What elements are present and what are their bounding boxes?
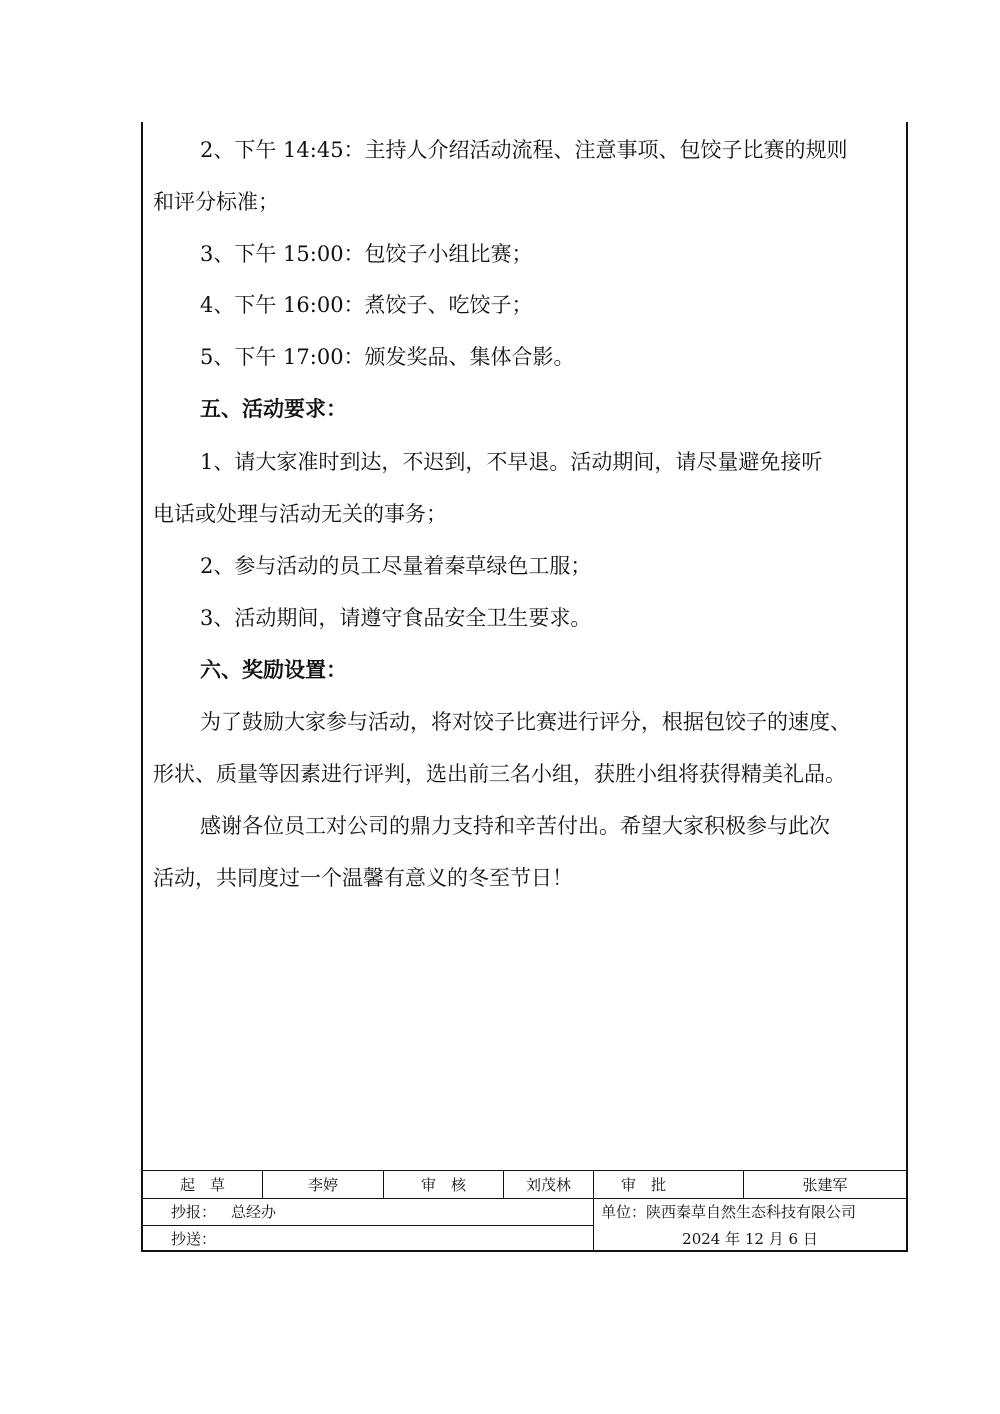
body-line: 感谢各位员工对公司的鼎力支持和辛苦付出。希望大家积极参与此次 [200, 814, 830, 838]
body-line: 5、下午 17:00：颁发奖品、集体合影。 [200, 345, 575, 369]
body-line: 活动，共同度过一个温馨有意义的冬至节日！ [153, 866, 573, 890]
body-line: 1、请大家准时到达，不迟到，不早退。活动期间，请尽量避免接听 [200, 450, 823, 474]
signature-table [143, 1170, 906, 1252]
body-line: 电话或处理与活动无关的事务； [153, 502, 447, 526]
review-name: 刘茂林 [525, 1176, 571, 1194]
section-heading: 五、活动要求： [200, 396, 347, 421]
review-label: 审 核 [420, 1176, 466, 1194]
draft-name: 李婷 [307, 1176, 338, 1194]
body-line: 3、下午 15:00：包饺子小组比赛； [200, 242, 533, 266]
body-line: 2、参与活动的员工尽量着秦草绿色工服； [200, 554, 592, 578]
body-line: 3、活动期间，请遵守食品安全卫生要求。 [200, 606, 592, 630]
report-label: 抄报： [171, 1203, 217, 1221]
body-line: 4、下午 16:00：煮饺子、吃饺子； [200, 293, 533, 317]
approve-label: 审 批 [621, 1176, 667, 1194]
report-value: 总经办 [231, 1203, 277, 1221]
issue-date: 2024 年 12 月 6 日 [682, 1230, 818, 1248]
body-line: 形状、质量等因素进行评判，选出前三名小组，获胜小组将获得精美礼品。 [153, 762, 846, 786]
approve-name: 张建军 [802, 1176, 848, 1194]
issuing-unit: 单位：陕西秦草自然生态科技有限公司 [601, 1203, 857, 1221]
body-line: 和评分标准； [153, 190, 279, 214]
body-line: 为了鼓励大家参与活动，将对饺子比赛进行评分，根据包饺子的速度、 [200, 710, 851, 734]
body-line: 2、下午 14:45：主持人介绍活动流程、注意事项、包饺子比赛的规则 [200, 138, 848, 162]
draft-label: 起 草 [179, 1176, 225, 1194]
send-label: 抄送： [171, 1230, 217, 1248]
section-heading: 六、奖励设置： [200, 657, 347, 682]
